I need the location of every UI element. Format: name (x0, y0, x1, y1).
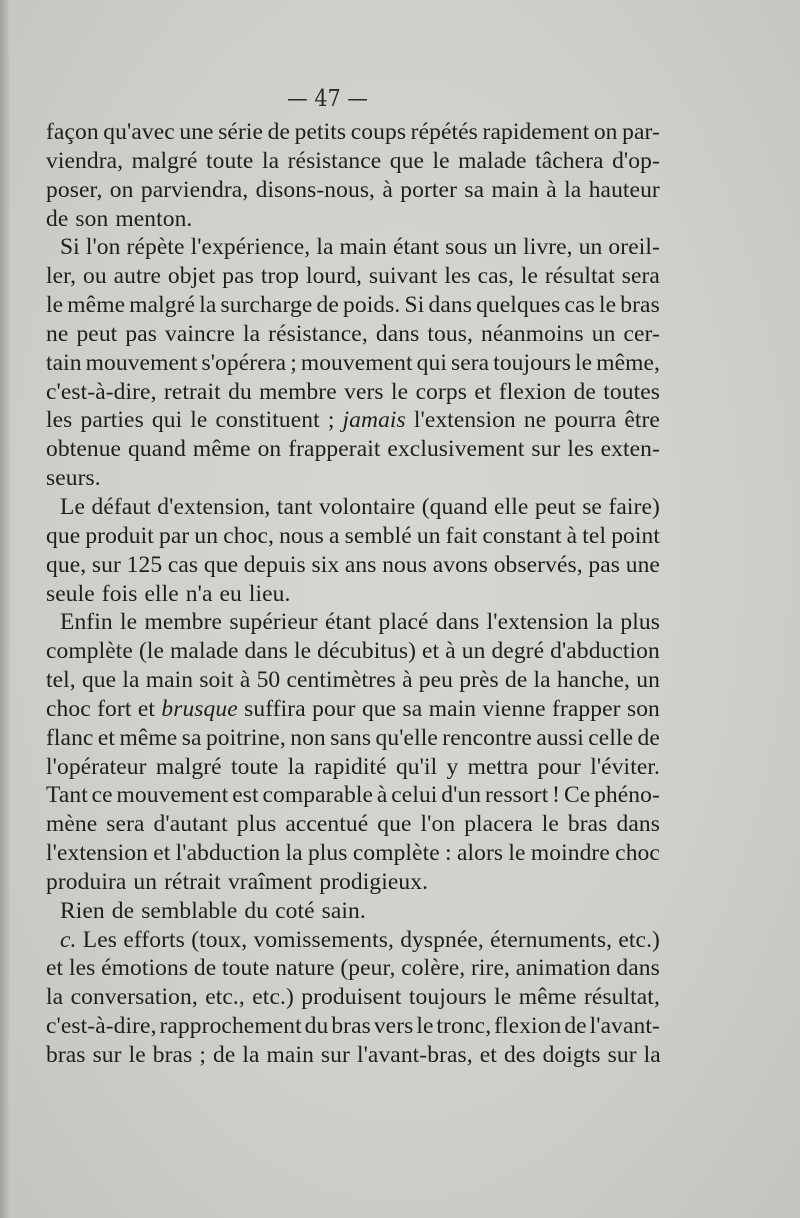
text-line: mène sera d'autant plus accentué que l'on placera le bras dans (46, 811, 660, 838)
text-line: l'opérateur malgré toute la rapidité qu'il y mettra pour l'éviter. (46, 753, 660, 780)
paragraph (46, 926, 660, 1070)
paragraph (46, 897, 660, 926)
text-line: produira un rétrait vraîment prodigieux. (46, 868, 429, 895)
text-line: ne peut pas vaincre la résistance, dans tous, néanmoins un cer- (46, 320, 660, 347)
text-line: l'extension et l'abduction la plus complète : alors le moindre choc (46, 840, 660, 867)
text-line: c'est-à-dire, retrait du membre vers le corps et flexion de toutes (46, 378, 660, 405)
text-line: obtenue quand même on frapperait exclusivement sur les exten- (46, 436, 660, 463)
text-line: tel, que la main soit à 50 centimètres à peu près de la hanche, un (46, 667, 660, 694)
text-line: Le défaut d'extension, tant volontaire (quand elle peut se faire) (60, 493, 660, 520)
text-line: les parties qui le constituent ; jamais l'extension ne pourra être (46, 407, 660, 434)
paragraph (46, 233, 660, 493)
page-number: — 47 — (287, 86, 368, 112)
text-line: Tant ce mouvement est comparable à celui d'un ressort ! Ce phéno- (46, 782, 660, 809)
text-line: complète (le malade dans le décubitus) et à un degré d'abduction (46, 638, 660, 665)
text-line: et les émotions de toute nature (peur, colère, rire, animation dans (46, 955, 660, 982)
body-text (46, 118, 660, 1070)
text-line: flanc et même sa poitrine, non sans qu'elle rencontre aussi celle de (46, 724, 660, 751)
text-line: Enfin le membre supérieur étant placé dans l'extension la plus (60, 609, 660, 636)
text-line: Rien de semblable du coté sain. (60, 897, 366, 924)
text-line: seurs. (46, 465, 101, 492)
text-line: ler, ou autre objet pas trop lourd, suivant les cas, le résultat sera (46, 263, 660, 290)
text-line: bras sur le bras ; de la main sur l'avant-bras, et des doigts sur la (46, 1042, 661, 1068)
binding-gutter (0, 0, 10, 1218)
text-line: choc fort et brusque suffira pour que sa main vienne frapper son (46, 695, 660, 722)
paragraph (46, 493, 660, 608)
text-line: c'est-à-dire, rapprochement du bras vers le tronc, flexion de l'avant- (46, 1013, 660, 1040)
text-line: tain mouvement s'opérera ; mouvement qui sera toujours le même, (46, 349, 660, 376)
paragraph (46, 608, 660, 896)
text-line: que produit par un choc, nous a semblé un fait constant à tel point (46, 522, 660, 549)
text-line: la conversation, etc., etc.) produisent toujours le même résultat, (46, 984, 660, 1011)
paragraph (46, 118, 660, 233)
text-line: façon qu'avec une série de petits coups répétés rapidement on par- (46, 119, 660, 145)
text-line: c. Les efforts (toux, vomissements, dyspnée, éternuments, etc.) (60, 926, 660, 953)
text-line: seule fois elle n'a eu lieu. (46, 580, 291, 607)
text-line: Si l'on répète l'expérience, la main étant sous un livre, un oreil- (60, 234, 660, 261)
text-line: de son menton. (46, 205, 193, 232)
text-line: viendra, malgré toute la résistance que le malade tâchera d'op- (46, 147, 660, 174)
text-line: le même malgré la surcharge de poids. Si dans quelques cas le bras (46, 292, 660, 319)
text-line: que, sur 125 cas que depuis six ans nous avons observés, pas une (46, 551, 660, 578)
text-line: poser, on parviendra, disons-nous, à porter sa main à la hauteur (46, 176, 660, 203)
